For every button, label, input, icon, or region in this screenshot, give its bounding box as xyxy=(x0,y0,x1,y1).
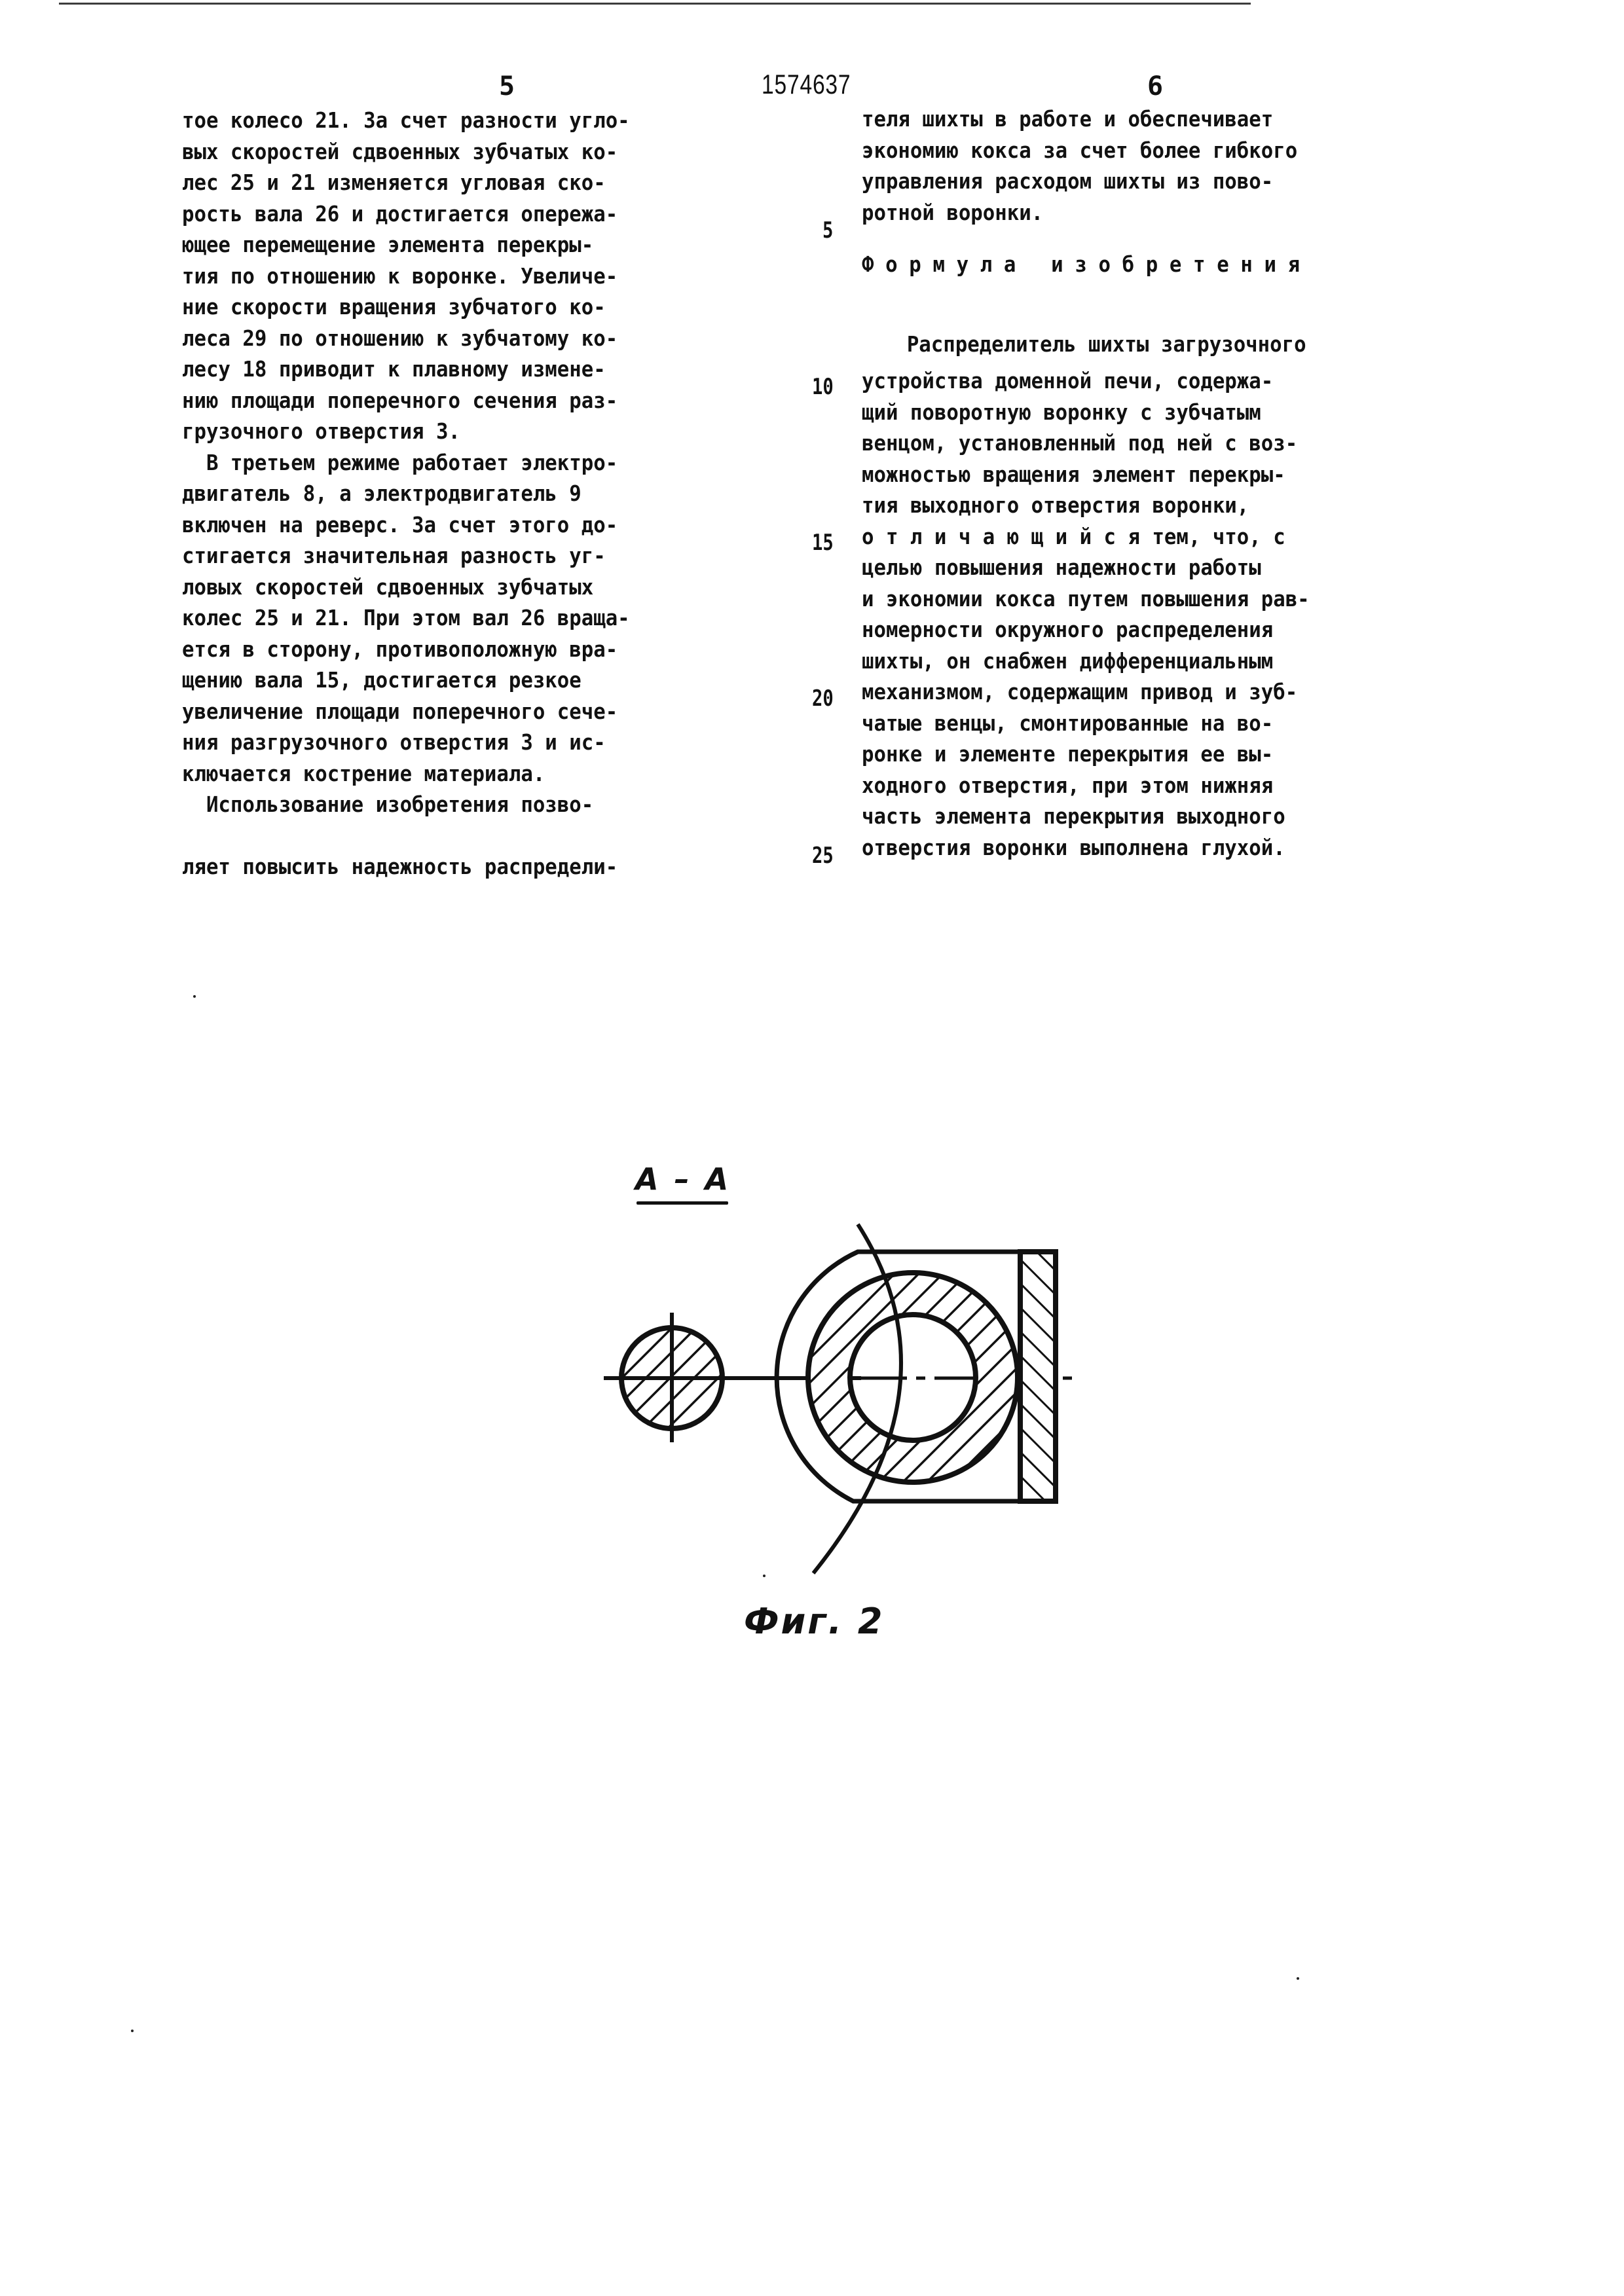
claim-line: тия выходного отверстия воронки, xyxy=(862,490,1249,521)
text-line: ляет повысить надежность распредели- xyxy=(182,851,618,883)
text-line: рость вала 26 и достигается опережа- xyxy=(182,198,618,230)
text-line: экономию кокса за счет более гибкого xyxy=(862,135,1297,166)
text-line: ющее перемещение элемента перекры- xyxy=(182,229,593,261)
claim-line: и экономии кокса путем повышения рав- xyxy=(862,583,1310,615)
text-line: ние скорости вращения зубчатого ко- xyxy=(182,291,606,323)
text-line: ловых скоростей сдвоенных зубчатых xyxy=(182,572,593,603)
claim-line: ходного отверстия, при этом нижняя xyxy=(862,770,1273,801)
text-line: вых скоростей сдвоенных зубчатых ко- xyxy=(182,136,618,168)
claim-line: щий поворотную воронку с зубчатым xyxy=(862,397,1261,428)
claim-line: чатые венцы, смонтированные на во- xyxy=(862,708,1273,739)
claim-line: отверстия воронки выполнена глухой. xyxy=(862,832,1285,864)
line-number-15: 15 xyxy=(812,532,834,554)
text-line: лесу 18 приводит к плавному измене- xyxy=(182,354,606,385)
claim-line: целью повышения надежности работы xyxy=(862,552,1261,583)
claim-line: номерности окружного распределения xyxy=(862,614,1273,646)
line-number-10: 10 xyxy=(812,376,834,398)
text-line: колес 25 и 21. При этом вал 26 враща- xyxy=(182,602,630,634)
text-line: включен на реверс. За счет этого до- xyxy=(182,509,618,541)
scan-speck xyxy=(131,2030,134,2032)
closure-plate xyxy=(1020,1252,1056,1501)
claim-line: механизмом, содержащим привод и зуб- xyxy=(862,676,1297,708)
claim-line: устройства доменной печи, содержа- xyxy=(862,365,1273,397)
text-line: тия по отношению к воронке. Увеличе- xyxy=(182,261,618,292)
text-line: грузочного отверстия 3. xyxy=(182,416,460,447)
scan-speck xyxy=(193,995,196,998)
text-line: щению вала 15, достигается резкое xyxy=(182,665,581,696)
section-drawing xyxy=(0,0,1624,2296)
figure-caption: Фиг. 2 xyxy=(744,1604,885,1639)
text-line: В третьем режиме работает электро- xyxy=(182,447,618,479)
text-line: стигается значительная разность уг- xyxy=(182,540,606,572)
text-line: ротной воронки. xyxy=(862,197,1043,228)
text-line: ется в сторону, противоположную вра- xyxy=(182,634,618,665)
claim-line: венцом, установленный под ней с воз- xyxy=(862,428,1297,459)
claim-line: часть элемента перекрытия выходного xyxy=(862,801,1285,832)
patent-page xyxy=(0,0,1624,2296)
scan-speck xyxy=(763,1575,766,1577)
claim-line: ронке и элементе перекрытия ее вы- xyxy=(862,738,1273,770)
left-page-number: 5 xyxy=(499,73,515,100)
text-line: Использование изобретения позво- xyxy=(182,789,593,820)
text-line: лес 25 и 21 изменяется угловая ско- xyxy=(182,167,606,198)
claim-line: шихты, он снабжен дифференциальным xyxy=(862,646,1273,677)
line-number-25: 25 xyxy=(812,845,834,867)
text-line: управления расходом шихты из пово- xyxy=(862,166,1273,197)
text-line: увеличение площади поперечного сече- xyxy=(182,696,618,727)
scan-speck xyxy=(1297,1977,1299,1980)
text-line: ключается кострение материала. xyxy=(182,758,545,790)
claim-line: можностью вращения элемент перекры- xyxy=(862,459,1285,490)
section-label: А – А xyxy=(635,1164,731,1194)
patent-number: 1574637 xyxy=(762,71,851,98)
text-line: двигатель 8, а электродвигатель 9 xyxy=(182,478,581,509)
section-heading: Формула изобретения xyxy=(862,249,1312,280)
right-page-number: 6 xyxy=(1147,73,1163,100)
text-line: леса 29 по отношению к зубчатому ко- xyxy=(182,323,618,354)
text-line: ния разгрузочного отверстия 3 и ис- xyxy=(182,727,606,758)
line-number-20: 20 xyxy=(812,687,834,710)
claim-line: о т л и ч а ю щ и й с я тем, что, с xyxy=(862,521,1285,553)
text-line: теля шихты в работе и обеспечивает xyxy=(862,103,1273,135)
claim-line: Распределитель шихты загрузочного xyxy=(862,329,1306,360)
text-line: тое колесо 21. За счет разности угло- xyxy=(182,105,630,136)
line-number-5-right: 5 xyxy=(822,219,833,242)
text-line: нию площади поперечного сечения раз- xyxy=(182,385,618,416)
